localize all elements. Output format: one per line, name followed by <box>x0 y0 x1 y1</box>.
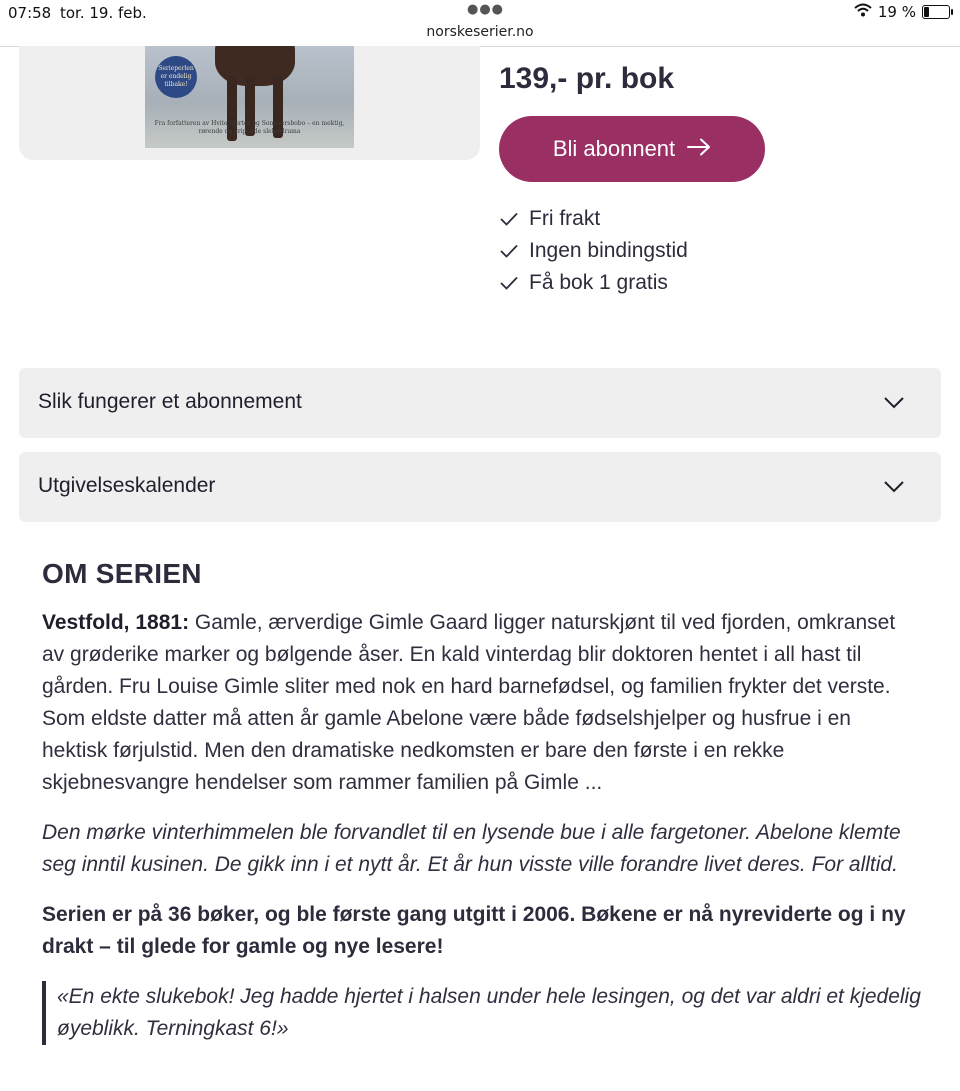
series-intro <box>42 607 922 799</box>
review-quote: «En ekte slukebok! Jeg hadde hjertet i halsen under hele lesingen, og det var aldri et kjedelig øyeblikk. Terningkast 6!» <box>42 981 922 1045</box>
accordion-release-calendar[interactable] <box>19 452 941 522</box>
benefit-label: Få bok 1 gratis <box>529 271 668 294</box>
accordion-label: Utgivelseskalender <box>38 474 216 497</box>
benefit-item <box>499 235 688 267</box>
checkmark-icon <box>499 211 519 227</box>
battery-icon <box>922 5 950 19</box>
accordion-subscription-info[interactable] <box>19 368 941 438</box>
benefits-list <box>499 203 688 299</box>
checkmark-icon <box>499 243 519 259</box>
benefit-item <box>499 267 688 299</box>
cover-seal-text: Serieperlen er endelig tilbake! <box>158 65 194 88</box>
chevron-down-icon[interactable] <box>883 396 905 415</box>
cover-caption: Fra forfatteren av Hvite hjerter og Sommersbobo – en mektig, rørende og gripende slektsdrama <box>154 120 345 135</box>
status-date: tor. 19. feb. <box>60 4 147 22</box>
series-info: Serien er på 36 bøker, og ble første gang utgitt i 2006. Bøkene er nå nyreviderte og i ny drakt – til glede for gamle og nye lesere! <box>42 903 906 958</box>
book-cover-card <box>19 46 480 160</box>
intro-place-date: Vestfold, 1881: <box>42 611 190 634</box>
book-cover-image[interactable] <box>145 46 354 148</box>
more-dots-icon[interactable]: ●●● <box>467 2 505 17</box>
intro-text: Gamle, ærverdige Gimle Gaard ligger naturskjønt til ved fjorden, omkranset av grøderike marker og bølgende åser. En kald vinterdag blir doktoren hentet i all hast til gården. Fru Louise Gimle sliter med nok en hard barnefødsel, og familien frykter det verste. Som eldste datter må atten år gamle Abelone være både fødselshjelper og husfrue i en hektisk førjulstid. Men den dramatiske nedkomsten er bare den første i en rekke skjebnesvangre hendelser som rammer familien på Gimle ... <box>42 611 896 794</box>
checkmark-icon <box>499 275 519 291</box>
subscribe-button-label: Bli abonnent <box>552 136 676 161</box>
chevron-down-icon[interactable] <box>883 480 905 499</box>
about-series-section <box>42 558 922 1045</box>
benefit-item <box>499 203 688 235</box>
status-indicators <box>854 3 950 21</box>
accordion-label: Slik fungerer et abonnement <box>38 390 302 413</box>
price-label: 139,- pr. bok <box>499 62 675 95</box>
section-heading: OM SERIEN <box>42 558 202 589</box>
battery-percent: 19 % <box>877 3 916 21</box>
address-url[interactable]: norskeserier.no <box>426 24 534 40</box>
benefit-label: Fri frakt <box>529 207 601 230</box>
wifi-icon <box>854 3 872 21</box>
benefit-label: Ingen bindingstid <box>529 239 688 262</box>
cover-seal <box>155 56 197 98</box>
status-bar <box>0 0 960 47</box>
book-excerpt: Den mørke vinterhimmelen ble forvandlet til en lysende bue i alle fargetoner. Abelone klemte seg inntil kusinen. De gikk inn i et nytt år. Et år hun visste ville forandre livet deres. For alltid. <box>42 821 901 876</box>
subscribe-button[interactable] <box>499 116 765 182</box>
status-time: 07:58 <box>8 4 52 22</box>
arrow-right-icon <box>687 136 711 162</box>
